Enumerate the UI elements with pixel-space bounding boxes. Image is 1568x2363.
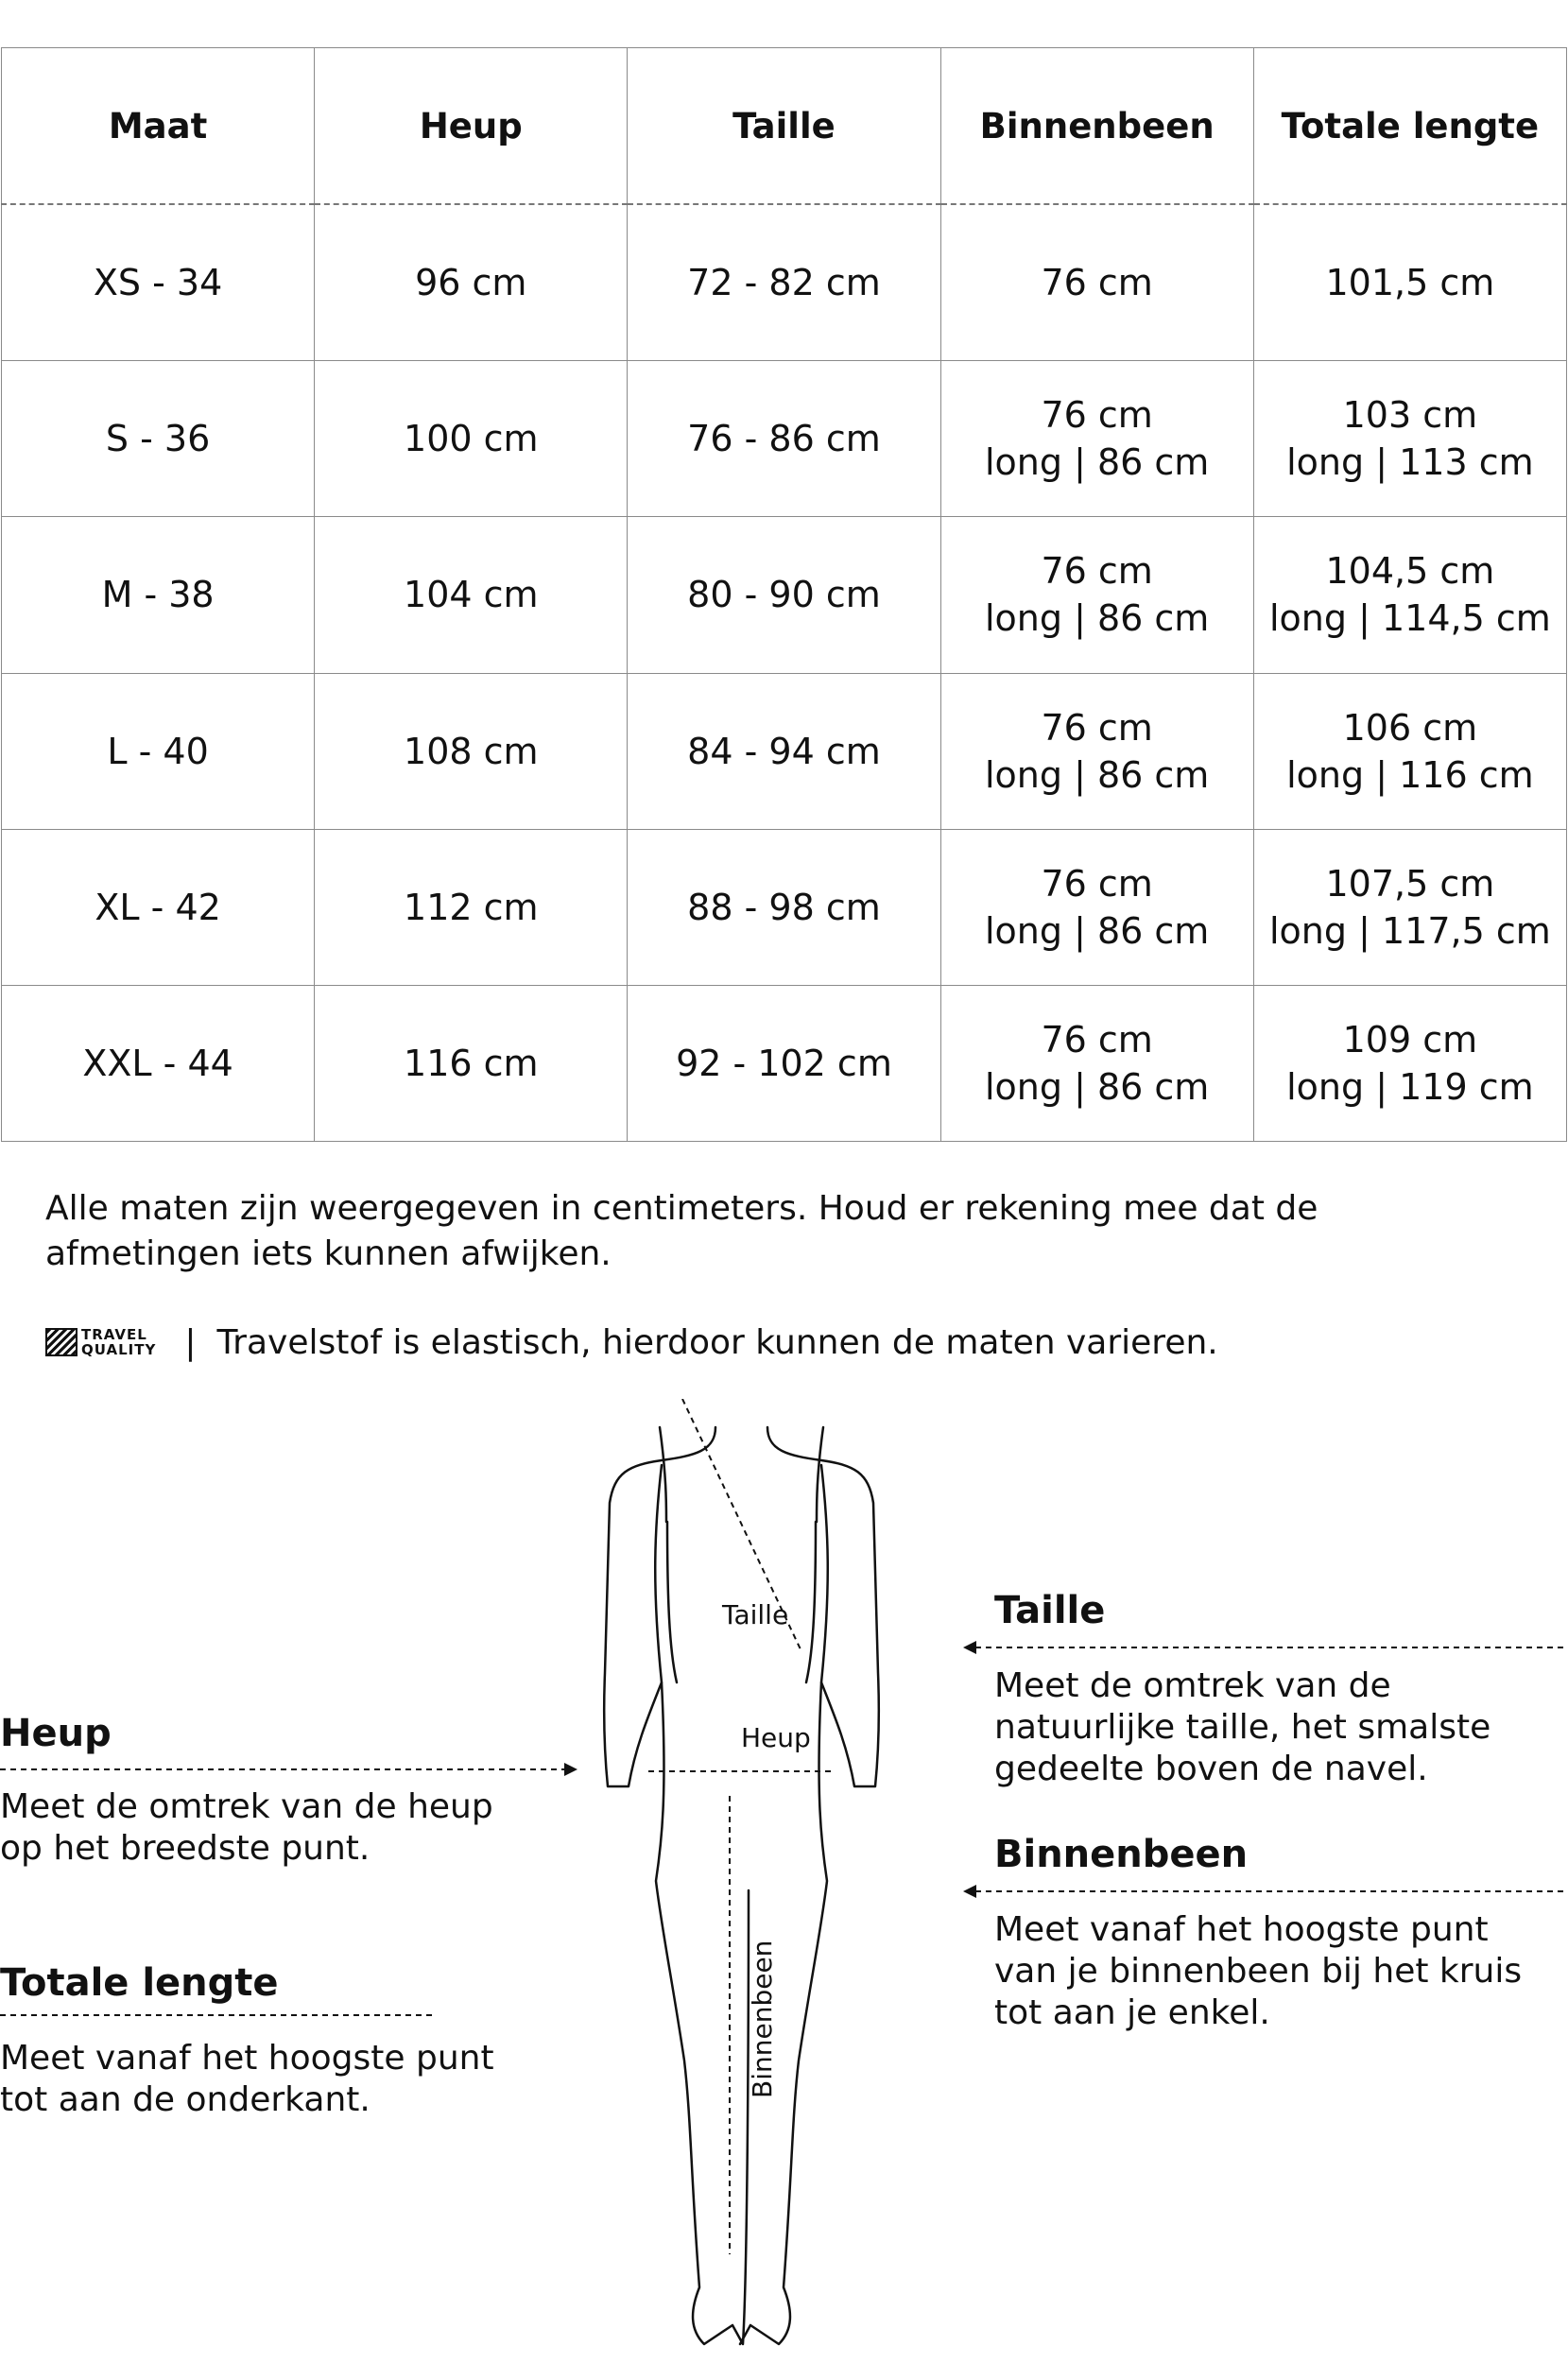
cell-heup: 104 cm [315, 517, 628, 673]
figure-label-taille: Taille [722, 1599, 789, 1630]
heup-title: Heup [0, 1712, 112, 1755]
table-row [2, 517, 1567, 673]
cell-taille: 84 - 94 cm [628, 673, 940, 829]
table-row [2, 673, 1567, 829]
size-table [1, 47, 1567, 1142]
binnenbeen-description: Meet vanaf het hoogste punt van je binnenbeen bij het kruis tot aan je enkel. [994, 1910, 1523, 2032]
totale-lengte-title: Totale lengte [0, 1961, 279, 2005]
binnenbeen-long-value: long | 86 cm [984, 441, 1210, 484]
heup-description: Meet de omtrek van de heup op het breedste punt. [0, 1787, 493, 1868]
taille-description: Meet de omtrek van de natuurlijke taille, het smalste gedeelte boven de navel. [994, 1666, 1491, 1788]
measurement-note: Alle maten zijn weergegeven in centimeters. Houd er rekening mee dat de afmetingen iets kunnen afwijken. [45, 1189, 1318, 1273]
separator: | [184, 1322, 197, 1362]
cell-binnenbeen [940, 204, 1253, 361]
cell-totale-lengte [1253, 673, 1566, 829]
table-row [2, 204, 1567, 361]
header-binnenbeen: Binnenbeen [940, 48, 1253, 205]
table-header-row [2, 48, 1567, 205]
binnenbeen-value: 76 cm [1041, 262, 1153, 304]
header-totale-lengte: Totale lengte [1253, 48, 1566, 205]
totale-lengte-description: Meet vanaf het hoogste punt tot aan de onderkant. [0, 2039, 494, 2119]
cell-binnenbeen [940, 985, 1253, 1141]
cell-maat: M - 38 [2, 517, 315, 673]
cell-maat: XXL - 44 [2, 985, 315, 1141]
cell-heup: 100 cm [315, 361, 628, 517]
cell-binnenbeen [940, 673, 1253, 829]
cell-heup: 112 cm [315, 829, 628, 985]
binnenbeen-long-value: long | 86 cm [984, 597, 1210, 640]
figure-label-binnenbeen: Binnenbeen [747, 1940, 778, 2098]
cell-heup: 108 cm [315, 673, 628, 829]
header-maat: Maat [2, 48, 315, 205]
cell-totale-lengte [1253, 829, 1566, 985]
cell-binnenbeen [940, 517, 1253, 673]
cell-binnenbeen [940, 829, 1253, 985]
binnenbeen-value: 76 cm [1041, 550, 1153, 593]
cell-heup: 116 cm [315, 985, 628, 1141]
cell-maat: XS - 34 [2, 204, 315, 361]
totale-lengte-long-value: long | 114,5 cm [1269, 597, 1551, 640]
totale-lengte-long-value: long | 119 cm [1286, 1065, 1534, 1108]
cell-taille: 80 - 90 cm [628, 517, 940, 673]
binnenbeen-long-value: long | 86 cm [984, 1065, 1210, 1108]
binnenbeen-value: 76 cm [1041, 706, 1153, 749]
cell-totale-lengte [1253, 361, 1566, 517]
header-heup: Heup [315, 48, 628, 205]
body-figure-svg [0, 1399, 1568, 2363]
totale-lengte-long-value: long | 117,5 cm [1269, 909, 1551, 952]
totale-lengte-value: 104,5 cm [1325, 550, 1495, 593]
cell-totale-lengte [1253, 204, 1566, 361]
totale-lengte-value: 103 cm [1342, 394, 1478, 437]
binnenbeen-long-value: long | 86 cm [984, 753, 1210, 796]
table-row [2, 361, 1567, 517]
travel-note-text: Travelstof is elastisch, hierdoor kunnen de maten varieren. [216, 1322, 1218, 1362]
taille-title: Taille [994, 1589, 1106, 1632]
cell-maat: XL - 42 [2, 829, 315, 985]
cell-maat: S - 36 [2, 361, 315, 517]
cell-heup: 96 cm [315, 204, 628, 361]
logo-line-quality: QUALITY [81, 1341, 157, 1358]
binnenbeen-value: 76 cm [1041, 394, 1153, 437]
body-outline [604, 1427, 879, 2344]
travel-quality-logo [45, 1327, 156, 1357]
logo-line-travel: TRAVEL [81, 1326, 147, 1343]
figure-label-heup: Heup [741, 1722, 811, 1753]
cell-maat: L - 40 [2, 673, 315, 829]
cell-taille: 72 - 82 cm [628, 204, 940, 361]
binnenbeen-long-value: long | 86 cm [984, 909, 1210, 952]
totale-lengte-value: 109 cm [1342, 1018, 1478, 1061]
totale-lengte-long-value: long | 116 cm [1286, 753, 1534, 796]
totale-lengte-long-value: long | 113 cm [1286, 441, 1534, 484]
stripes-icon [45, 1328, 78, 1356]
table-row [2, 985, 1567, 1141]
totale-lengte-value: 101,5 cm [1325, 262, 1495, 304]
cell-binnenbeen [940, 361, 1253, 517]
binnenbeen-title: Binnenbeen [994, 1833, 1249, 1876]
measurement-diagram [0, 1399, 1568, 2363]
header-taille: Taille [628, 48, 940, 205]
cell-totale-lengte [1253, 985, 1566, 1141]
travel-quality-note [45, 1319, 1218, 1366]
totale-lengte-value: 107,5 cm [1325, 862, 1495, 905]
cell-taille: 92 - 102 cm [628, 985, 940, 1141]
totale-lengte-value: 106 cm [1342, 706, 1478, 749]
cell-totale-lengte [1253, 517, 1566, 673]
cell-taille: 88 - 98 cm [628, 829, 940, 985]
cell-taille: 76 - 86 cm [628, 361, 940, 517]
binnenbeen-value: 76 cm [1041, 1018, 1153, 1061]
table-row [2, 829, 1567, 985]
binnenbeen-value: 76 cm [1041, 862, 1153, 905]
